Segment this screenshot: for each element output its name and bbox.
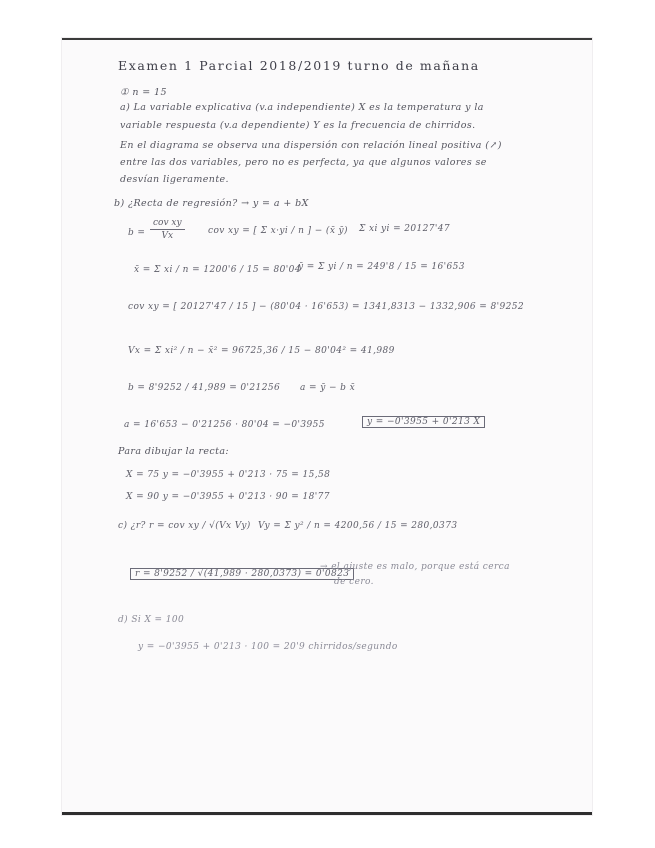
slope-numerator: cov xy <box>150 218 185 230</box>
covariance-formula: cov xy = [ Σ x·yi / n ] − (x̄ ȳ) <box>208 226 348 236</box>
intercept-formula: a = ȳ − b x̄ <box>300 383 356 393</box>
slope-result: b = 8'9252 / 41,989 = 0'21256 <box>128 383 281 393</box>
exam-sheet <box>62 38 592 815</box>
answer-a-line-3: En el diagrama se observa una dispersión con relación lineal positiva (↗) <box>120 140 502 151</box>
exam-title: Examen 1 Parcial 2018/2019 turno de mañana <box>118 58 480 73</box>
variance-x-calculation: Vx = Σ xi² / n − x̄² = 96725,36 / 15 − 80'04² = 41,989 <box>128 346 395 356</box>
problem-number: ① n = 15 <box>120 87 167 98</box>
answer-a-line-2: variable respuesta (v.a dependiente) Y es la frecuencia de chirridos. <box>120 120 476 131</box>
covariance-calculation: cov xy = [ 20127'47 / 15 ] − (80'04 · 16'653) = 1341,8313 − 1332,906 = 8'9252 <box>128 302 524 312</box>
correlation-note-line-2: de cero. <box>334 577 374 587</box>
mean-y: ȳ = Σ yi / n = 249'8 / 15 = 16'653 <box>298 262 465 272</box>
correlation-note-line-1: → el ajuste es malo, porque está cerca <box>320 562 510 572</box>
sum-xy-value: Σ xi yi = 20127'47 <box>359 224 451 234</box>
variance-y-calculation: Vy = Σ y² / n = 4200,56 / 15 = 280,0373 <box>258 521 458 531</box>
slope-formula-lhs: b = <box>128 228 146 238</box>
mean-x: x̄ = Σ xi / n = 1200'6 / 15 = 80'04 <box>134 265 301 275</box>
correlation-formula: c) ¿r? r = cov xy / √(Vx Vy) <box>118 521 251 531</box>
answer-d-heading: d) Si X = 100 <box>118 615 185 625</box>
intercept-result: a = 16'653 − 0'21256 · 80'04 = −0'3955 <box>124 420 325 430</box>
answer-a-line-1: a) La variable explicativa (v.a independiente) X es la temperatura y la <box>120 102 484 113</box>
answer-a-line-5: desvían ligeramente. <box>120 174 229 185</box>
prediction-x100: y = −0'3955 + 0'213 · 100 = 20'9 chirridos/segundo <box>138 642 398 652</box>
point-x75: X = 75 y = −0'3955 + 0'213 · 75 = 15,58 <box>126 470 331 480</box>
answer-b-heading: b) ¿Recta de regresión? → y = a + bX <box>114 198 309 209</box>
regression-line-result: y = −0'3955 + 0'213 X <box>362 416 485 428</box>
draw-line-heading: Para dibujar la recta: <box>118 446 230 457</box>
correlation-result: r = 8'9252 / √(41,989 · 280,0373) = 0'0823 <box>130 568 354 580</box>
point-x90: X = 90 y = −0'3955 + 0'213 · 90 = 18'77 <box>126 492 330 502</box>
slope-denominator: Vx <box>161 231 174 241</box>
slope-formula-fraction <box>150 218 185 241</box>
answer-a-line-4: entre las dos variables, pero no es perfecta, ya que algunos valores se <box>120 157 487 168</box>
